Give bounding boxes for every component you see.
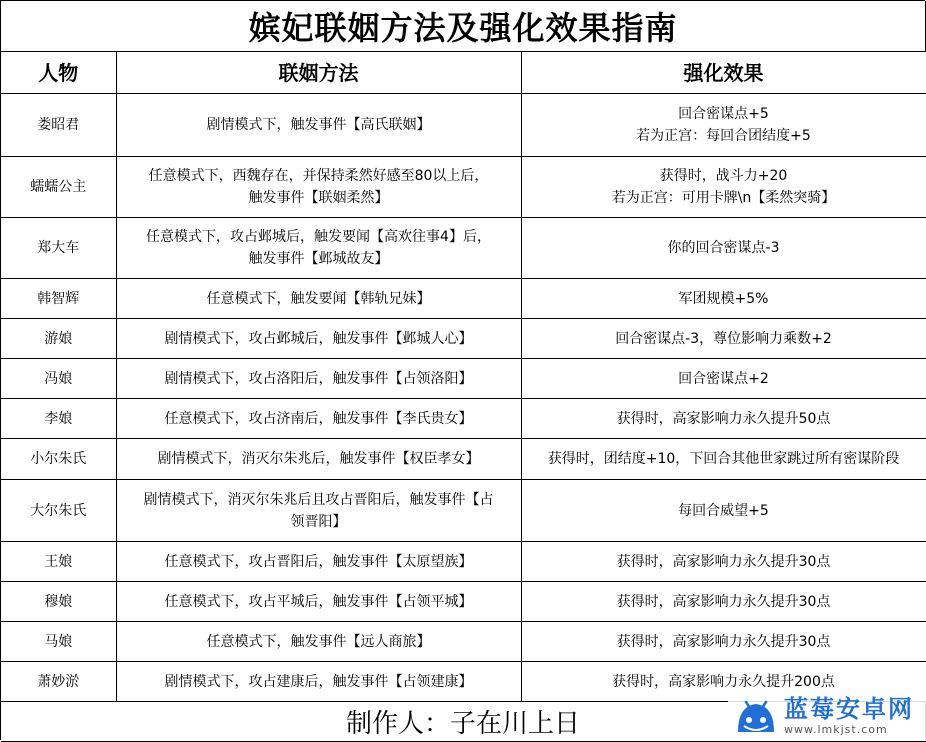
cell-effect [521, 94, 926, 157]
cell-person: 穆娘 [1, 582, 116, 622]
effect-line: 获得时，高家影响力永久提升30点 [616, 633, 831, 650]
cell-method [116, 439, 521, 480]
effect-line: 若为正宫：每回合团结度+5 [636, 128, 811, 144]
cell-method [116, 359, 521, 399]
method-line: 任意模式下，触发事件【远人商旅】 [206, 633, 431, 650]
cell-person: 萧妙淤 [1, 662, 116, 702]
effect-line: 获得时，高家影响力永久提升200点 [612, 673, 835, 690]
effect-line: 若为正宫：可用卡牌\n【柔然突骑】 [611, 190, 836, 206]
table-row [1, 582, 926, 622]
table-row [1, 622, 926, 662]
cell-person: 郑大车 [1, 218, 116, 279]
cell-effect [521, 542, 926, 582]
method-line: 剧情模式下，攻占洛阳后，触发事件【占领洛阳】 [164, 370, 473, 387]
cell-method [116, 157, 521, 218]
watermark-url: www.lmkjst.com [784, 722, 888, 736]
cell-person: 游娘 [1, 319, 116, 359]
method-line: 剧情模式下，攻占邺城后，触发事件【邺城人心】 [164, 330, 473, 347]
method-line: 剧情模式下，消灭尔朱兆后且攻占晋阳后，触发事件【占 [143, 491, 494, 508]
table-row [1, 480, 926, 542]
method-line: 剧情模式下，攻占建康后，触发事件【占领建康】 [164, 673, 473, 690]
method-line: 任意模式下，攻占晋阳后，触发事件【太原望族】 [164, 553, 473, 570]
cell-method [116, 582, 521, 622]
cell-person: 娄昭君 [1, 94, 116, 157]
table-row [1, 399, 926, 439]
table-body [1, 94, 926, 702]
method-line: 剧情模式下，触发事件【高氏联姻】 [206, 117, 431, 133]
effect-line: 回合密谋点+5 [678, 106, 769, 122]
cell-person: 李娘 [1, 399, 116, 439]
cell-person: 蠕蠕公主 [1, 157, 116, 218]
table-row [1, 218, 926, 279]
method-line: 任意模式下，西魏存在，并保持柔然好感至80以上后， [148, 168, 489, 184]
site-watermark [728, 690, 926, 741]
effect-line: 获得时，高家影响力永久提升30点 [616, 593, 831, 610]
method-line: 领晋阳】 [290, 513, 347, 530]
cell-effect [521, 218, 926, 279]
table-header-row [1, 52, 926, 94]
cell-method [116, 399, 521, 439]
method-line: 剧情模式下，消灭尔朱兆后，触发事件【权臣孝女】 [157, 451, 480, 467]
effect-line: 每回合威望+5 [678, 502, 769, 519]
method-line: 任意模式下，攻占济南后，触发事件【李氏贵女】 [164, 410, 473, 427]
cell-effect [521, 480, 926, 542]
cell-method [116, 542, 521, 582]
table-row [1, 359, 926, 399]
effect-line: 获得时，高家影响力永久提升30点 [616, 553, 831, 570]
header-method: 联姻方法 [116, 52, 521, 94]
method-line: 触发事件【邺城故友】 [248, 251, 389, 267]
effect-line: 军团规模+5% [678, 290, 769, 307]
table-row [1, 542, 926, 582]
cell-effect [521, 279, 926, 319]
table-row [1, 279, 926, 319]
effect-line: 回合密谋点-3，尊位影响力乘数+2 [615, 330, 832, 347]
effect-line: 获得时，团结度+10，下回合其他世家跳过所有密谋阶段 [547, 451, 900, 467]
method-line: 触发事件【联姻柔然】 [248, 190, 389, 206]
guide-table [1, 52, 926, 702]
header-effect: 强化效果 [521, 52, 926, 94]
table-row [1, 319, 926, 359]
cell-person: 马娘 [1, 622, 116, 662]
cell-method [116, 279, 521, 319]
android-logo-icon [734, 696, 778, 736]
cell-person: 冯娘 [1, 359, 116, 399]
page-title: 嫔妃联姻方法及强化效果指南 [1, 1, 926, 52]
table-row [1, 94, 926, 157]
cell-effect [521, 359, 926, 399]
cell-person: 大尔朱氏 [1, 480, 116, 542]
cell-person: 小尔朱氏 [1, 439, 116, 480]
cell-effect [521, 319, 926, 359]
effect-line: 获得时，高家影响力永久提升50点 [616, 410, 831, 427]
header-person: 人物 [1, 52, 116, 94]
method-line: 任意模式下，攻占邺城后，触发要闻【高欢往事4】后， [146, 229, 491, 245]
table-row [1, 439, 926, 480]
cell-person: 韩智辉 [1, 279, 116, 319]
effect-line: 回合密谋点+2 [678, 370, 769, 387]
cell-effect [521, 622, 926, 662]
method-line: 任意模式下，攻占平城后，触发事件【占领平城】 [164, 593, 473, 610]
cell-effect [521, 582, 926, 622]
cell-method [116, 480, 521, 542]
cell-effect [521, 157, 926, 218]
cell-person: 王娘 [1, 542, 116, 582]
cell-method [116, 662, 521, 702]
effect-line: 你的回合密谋点-3 [667, 240, 780, 256]
cell-method [116, 622, 521, 662]
table-row [1, 157, 926, 218]
method-line: 任意模式下，触发要闻【韩轨兄妹】 [206, 290, 431, 307]
watermark-name: 蓝莓安卓网 [784, 694, 914, 723]
effect-line: 获得时，战斗力+20 [659, 168, 788, 184]
cell-method [116, 319, 521, 359]
author-credit: 制作人：子在川上日 [1, 701, 926, 742]
cell-effect [521, 399, 926, 439]
cell-method [116, 218, 521, 279]
cell-effect [521, 439, 926, 480]
cell-method [116, 94, 521, 157]
